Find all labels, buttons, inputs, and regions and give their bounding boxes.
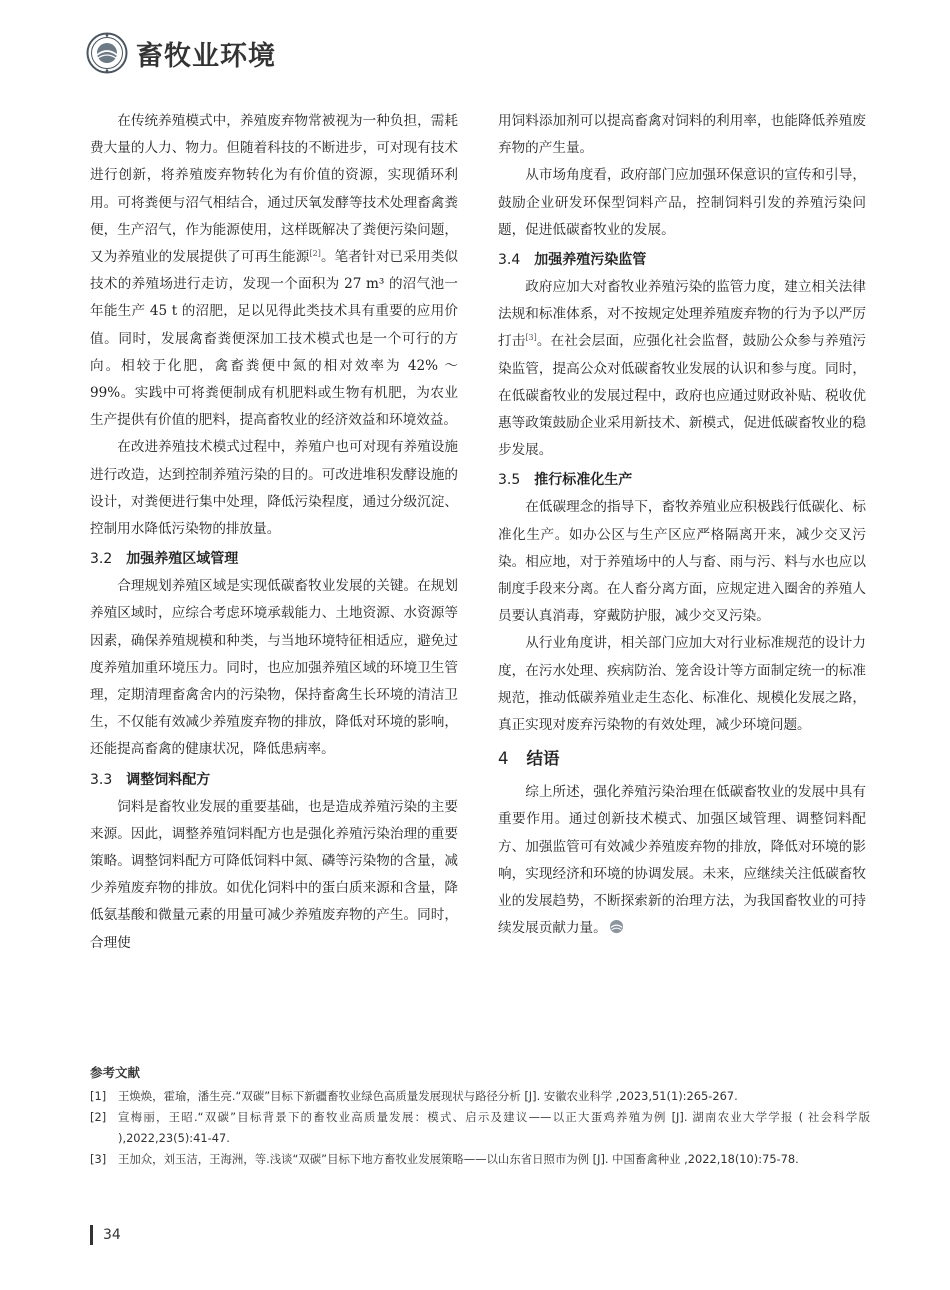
paragraph: 在改进养殖技术模式过程中，养殖户也可对现有养殖设施进行改造，达到控制养殖污染的目的。可改进堆积发酵设施的设计，对粪便进行集中处理，降低污染程度，通过分级沉淀、控制用水降低污染物的排放量。 bbox=[90, 439, 458, 538]
page-number: 34 bbox=[103, 1227, 121, 1243]
section-heading-3-5: 3.5 推行标准化生产 bbox=[498, 472, 633, 489]
paragraph: 合理规划养殖区域是实现低碳畜牧业发展的关键。在规划养殖区域时，应综合考虑环境承载能力、土地资源、水资源等因素，确保养殖规模和种类，与当地环境特征相适应，避免过度养殖加重环境压力。同时，也应加强养殖区域的环境卫生管理，定期清理畜禽舍内的污染物，保持畜禽生长环境的清洁卫生，不仅能有效减少养殖废弃物的排放，降低对环境的影响，还能提高畜禽的健康状况，降低患病率。 bbox=[90, 578, 458, 758]
citation: [3] bbox=[525, 333, 537, 343]
left-column bbox=[90, 108, 458, 957]
paragraph: 政府应加大对畜牧业养殖污染的监管力度，建立相关法律法规和标准体系，对不按规定处理养殖废弃物的行为予以严厉打击[3]。在社会层面，应强化社会监督，鼓励公众参与养殖污染监管，提高公众对低碳畜牧业发展的认识和参与度。同时，在低碳畜牧业的发展过程中，政府也应通过财政补贴、税收优惠等政策鼓励企业采用新技术、新模式，促进低碳畜牧业的稳步发展。 bbox=[498, 279, 867, 459]
citation: [2] bbox=[309, 249, 321, 259]
reference-item: [2] 宣梅丽，王昭.“双碳”目标背景下的畜牧业高质量发展：模式、启示及建议——以正大蛋鸡养殖为例 [J]. 湖南农业大学学报 ( 社会科学版 ),2022,23(5):41-47. bbox=[90, 1110, 870, 1145]
paragraph: 综上所述，强化养殖污染治理在低碳畜牧业的发展中具有重要作用。通过创新技术模式、加强区域管理、调整饲料配方、加强监管可有效减少养殖废弃物的排放，降低对环境的影响，实现经济和环境的协调发展。未来，应继续关注低碳畜牧业的发展趋势，不断探索新的治理方法，为我国畜牧业的可持续发展贡献力量。 bbox=[498, 784, 866, 937]
reference-item: [3] 王加众，刘玉洁，王海洲，等.浅谈“双碳”目标下地方畜牧业发展策略——以山东省日照市为例 [J]. 中国畜禽种业 ,2022,18(10):75-78. bbox=[90, 1152, 799, 1166]
paragraph: 从行业角度讲，相关部门应加大对行业标准规范的设计力度，在污水处理、疾病防治、笼舍设计等方面制定统一的标准规范，推动低碳养殖业走生态化、标准化、规模化发展之路，真正实现对废弃污染物的有效处理，减少环境问题。 bbox=[498, 635, 866, 734]
footer-divider bbox=[90, 1225, 93, 1245]
paragraph: 从市场角度看，政府部门应加强环保意识的宣传和引导，鼓励企业研发环保型饲料产品，控制饲料引发的养殖污染问题，促进低碳畜牧业的发展。 bbox=[498, 167, 866, 238]
journal-seal-logo bbox=[86, 32, 128, 74]
section-heading-3-3: 3.3 调整饲料配方 bbox=[90, 771, 211, 788]
right-column bbox=[498, 108, 866, 942]
references-title: 参考文献 bbox=[90, 1065, 141, 1080]
journal-title: 畜牧业环境 bbox=[136, 40, 276, 72]
paragraph: 在低碳理念的指导下，畜牧养殖业应积极践行低碳化、标准化生产。如办公区与生产区应严格隔离开来，减少交叉污染。相应地，对于养殖场中的人与畜、雨与污、料与水也应以制度手段来分离。在人畜分离方面，应规定进入圈舍的养殖人员要认真消毒，穿戴防护服，减少交叉污染。 bbox=[498, 499, 866, 625]
end-of-article-icon bbox=[609, 919, 624, 934]
section-heading-3-2: 3.2 加强养殖区域管理 bbox=[90, 551, 239, 568]
page-header bbox=[86, 30, 276, 76]
paragraph: 在传统养殖模式中，养殖废弃物常被视为一种负担，需耗费大量的人力、物力。但随着科技的不断进步，可对现有技术进行创新，将养殖废弃物转化为有价值的资源，实现循环利用。可将粪便与沼气相结合，通过厌氧发酵等技术处理畜禽粪便，生产沼气，作为能源使用，这样既解决了粪便污染问题，又为养殖业的发展提供了可再生能源[2]。笔者针对已采用类似技术的养殖场进行走访，发现一个面积为 27 m³ 的沼气池一年能生产 45 t 的沼肥，足以见得此类技术具有重要的应用价值。同时，发展禽畜粪便深加工技术模式也是一个可行的方向。相较于化肥，禽畜粪便中氮的相对效率为 42% ～ 99%。实践中可将粪便制成有机肥料或生物有机肥，为农业生产提供有价值的肥料，提高畜牧业的经济效益和环境效益。 bbox=[90, 113, 459, 429]
references bbox=[90, 1062, 870, 1170]
section-heading-4: 4 结语 bbox=[498, 749, 560, 769]
section-heading-3-4: 3.4 加强养殖污染监管 bbox=[498, 252, 647, 269]
page-footer bbox=[90, 1224, 121, 1246]
reference-item: [1] 王焕焕，霍瑜，潘生亮.“双碳”目标下新疆畜牧业绿色高质量发展现状与路径分析 [J]. 安徽农业科学 ,2023,51(1):265-267. bbox=[90, 1089, 738, 1103]
paragraph: 饲料是畜牧业发展的重要基础，也是造成养殖污染的主要来源。因此，调整养殖饲料配方也是强化养殖污染治理的重要策略。调整饲料配方可降低饲料中氮、磷等污染物的含量，减少养殖废弃物的排放。如优化饲料中的蛋白质来源和含量，降低氨基酸和微量元素的用量可减少养殖废弃物的产生。同时，合理使 bbox=[90, 798, 458, 951]
paragraph-continued: 用饲料添加剂可以提高畜禽对饲料的利用率，也能降低养殖废弃物的产生量。 bbox=[498, 113, 866, 157]
